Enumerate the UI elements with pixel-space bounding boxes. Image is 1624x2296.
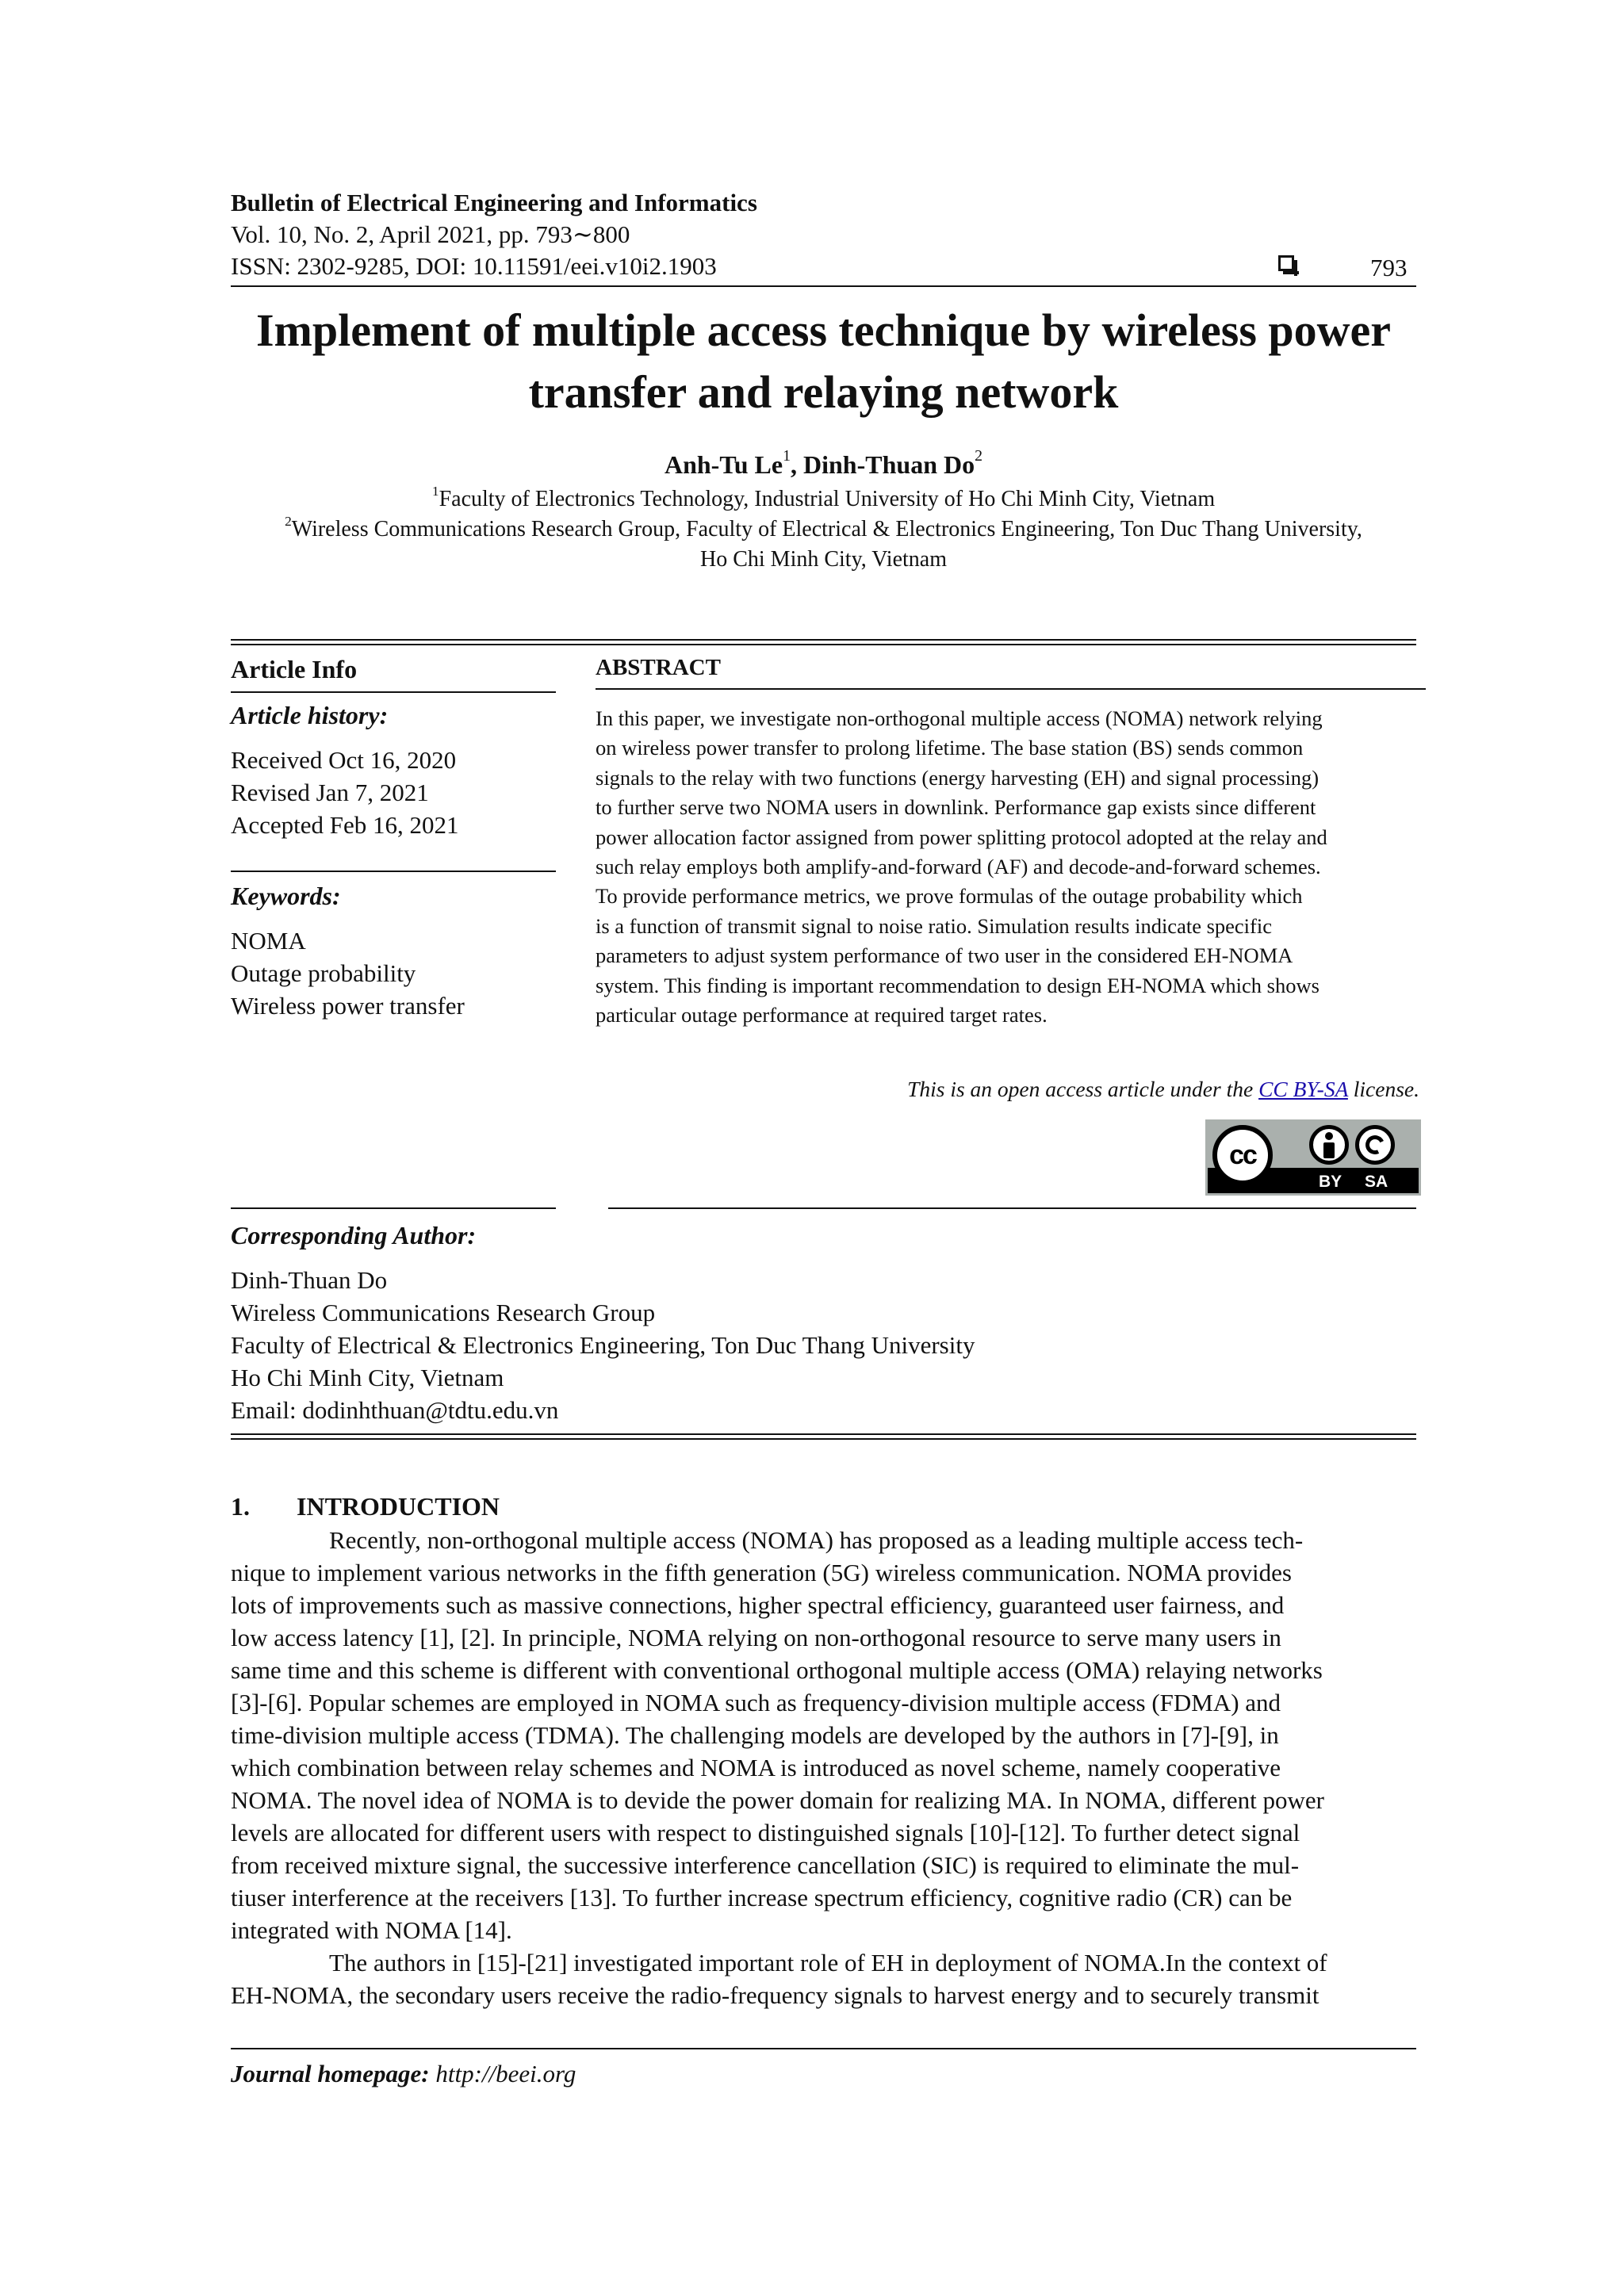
paragraph-line: from received mixture signal, the successive interference cancellation (SIC) is required to eliminate the mul- [231, 1851, 1300, 1879]
affiliation-2 [231, 514, 1416, 542]
corresponding-author-heading: Corresponding Author: [231, 1221, 477, 1249]
affiliation-1-text: Faculty of Electronics Technology, Industrial University of Ho Chi Minh City, Vietnam [439, 487, 1216, 511]
journal-homepage [231, 2060, 576, 2088]
license-prefix: This is an open access article under the [907, 1077, 1259, 1101]
corresponding-rule-left [231, 1207, 556, 1209]
author-2: Dinh-Thuan Do [803, 450, 975, 479]
intro-paragraph-1 [231, 1524, 1416, 1946]
paragraph-line: [3]-[6]. Popular schemes are employed in NOMA such as frequency-division multiple access (FDMA) and [231, 1689, 1281, 1716]
cc-icon [1212, 1125, 1273, 1185]
paper-title-line-1: Implement of multiple access technique by wireless power [255, 304, 1392, 356]
paragraph-line: EH-NOMA, the secondary users receive the radio-frequency signals to harvest energy and to securely transmit [231, 1981, 1320, 2009]
affiliation-2-line-2: Ho Chi Minh City, Vietnam [700, 547, 947, 572]
paragraph-line: lots of improvements such as massive connections, higher spectral efficiency, guaranteed user fairness, and [231, 1591, 1285, 1619]
article-info-heading: Article Info [231, 655, 358, 683]
paragraph-line: integrated with NOMA [14]. [231, 1916, 512, 1944]
keywords-rule [231, 871, 556, 872]
journal-name: Bulletin of Electrical Engineering and Informatics [231, 189, 757, 216]
journal-issn-doi: ISSN: 2302-9285, DOI: 10.11591/eei.v10i2.1903 [231, 252, 717, 280]
abstract-line: In this paper, we investigate non-orthogonal multiple access (NOMA) network relying [596, 706, 1323, 730]
corresponding-author-name: Dinh-Thuan Do [231, 1266, 388, 1294]
abstract-line: To provide performance metrics, we prove formulas of the outage probability which [596, 884, 1303, 909]
abstract-line: particular outage performance at required target rates. [596, 1003, 1048, 1027]
info-block-top-rule [231, 639, 1416, 645]
accepted-date: Accepted Feb 16, 2021 [231, 811, 459, 839]
abstract-line: is a function of transmit signal to noise ratio. Simulation results indicate specific [596, 913, 1272, 938]
abstract-line: signals to the relay with two functions (energy harvesting (EH) and signal processing) [596, 765, 1320, 790]
corresponding-author-city: Ho Chi Minh City, Vietnam [231, 1364, 504, 1391]
paragraph-line: levels are allocated for different users with respect to distinguished signals [10]-[12]. To further detect signal [231, 1819, 1300, 1846]
revised-date: Revised Jan 7, 2021 [231, 779, 429, 806]
abstract-line: such relay employs both amplify-and-forward (AF) and decode-and-forward schemes. [596, 855, 1321, 879]
section-title: INTRODUCTION [297, 1492, 500, 1521]
info-block-bottom-rule [231, 1433, 1416, 1440]
affiliation-2-mark: 2 [285, 514, 292, 529]
cc-by-sa-badge[interactable] [1205, 1119, 1421, 1196]
paragraph-line: which combination between relay schemes and NOMA is introduced as novel scheme, namely cooperative [231, 1754, 1281, 1781]
corresponding-author-details [231, 1264, 975, 1426]
license-notice [907, 1077, 1419, 1102]
corresponding-author-email: Email: dodinhthuan@tdtu.edu.vn [231, 1396, 559, 1424]
paragraph-line: tiuser interference at the receivers [13]. To further increase spectrum efficiency, cognitive radio (CR) can be [231, 1884, 1293, 1911]
paragraph-line: time-division multiple access (TDMA). The challenging models are developed by the authors in [7]-[9], in [231, 1721, 1279, 1749]
abstract-rule [596, 688, 1426, 690]
affiliation-1-mark: 1 [431, 484, 439, 499]
author-1-affiliation-mark: 1 [783, 447, 791, 465]
paragraph-line: Recently, non-orthogonal multiple access (NOMA) has proposed as a leading multiple access tech- [329, 1526, 1304, 1554]
journal-homepage-url[interactable]: http://beei.org [435, 2060, 576, 2087]
corresponding-rule-right [608, 1207, 1416, 1209]
author-list [231, 447, 1416, 480]
paragraph-line: nique to implement various networks in the fifth generation (5G) wireless communication. NOMA provides [231, 1559, 1292, 1586]
paragraph-line: same time and this scheme is different with conventional orthogonal multiple access (OMA) relaying networks [231, 1656, 1323, 1684]
keyword-item: Wireless power transfer [231, 992, 465, 1020]
abstract-line: on wireless power transfer to prolong lifetime. The base station (BS) sends common [596, 736, 1304, 760]
license-suffix: license. [1347, 1077, 1419, 1101]
author-separator: , [791, 450, 803, 479]
share-alike-icon [1355, 1125, 1395, 1165]
abstract-line: parameters to adjust system performance of two user in the considered EH-NOMA [596, 943, 1293, 968]
received-date: Received Oct 16, 2020 [231, 746, 457, 774]
paragraph-line: low access latency [1], [2]. In principle, NOMA relying on non-orthogonal resource to serve many users in [231, 1624, 1281, 1651]
abstract-line: power allocation factor assigned from power splitting protocol adopted at the relay and [596, 825, 1327, 849]
author-1: Anh-Tu Le [664, 450, 783, 479]
paragraph-line: NOMA. The novel idea of NOMA is to devide the power domain for realizing MA. In NOMA, different power [231, 1786, 1324, 1814]
page-number: 793 [1370, 254, 1408, 281]
abstract-heading: ABSTRACT [596, 655, 721, 680]
journal-volume: Vol. 10, No. 2, April 2021, pp. 793∼800 [231, 220, 630, 248]
author-2-affiliation-mark: 2 [975, 447, 983, 465]
article-history-heading: Article history: [231, 701, 389, 729]
abstract-line: system. This finding is important recommendation to design EH-NOMA which shows [596, 973, 1320, 997]
badge-sa-label: SA [1365, 1173, 1388, 1191]
corresponding-author-group: Wireless Communications Research Group [231, 1299, 656, 1326]
section-heading [231, 1492, 500, 1521]
page-square-icon [1278, 255, 1294, 271]
keywords-heading: Keywords: [231, 882, 341, 910]
cc-by-sa-link[interactable]: CC BY-SA [1258, 1077, 1348, 1101]
keyword-item: NOMA [231, 927, 306, 955]
paper-title-line-2: transfer and relaying network [528, 366, 1119, 418]
corresponding-author-faculty: Faculty of Electrical & Electronics Engineering, Ton Duc Thang University [231, 1331, 975, 1359]
section-number: 1. [231, 1492, 250, 1521]
paragraph-line: The authors in [15]-[21] investigated important role of EH in deployment of NOMA.In the context of [329, 1949, 1327, 1976]
abstract-text [596, 704, 1426, 1030]
keyword-item: Outage probability [231, 959, 416, 987]
badge-by-label: BY [1319, 1173, 1342, 1191]
footer-rule [231, 2048, 1416, 2049]
article-info-rule [231, 691, 556, 693]
cc-icon-text: cc [1229, 1139, 1256, 1170]
intro-paragraph-2 [231, 1946, 1416, 2011]
affiliation-1 [231, 484, 1416, 512]
header-rule [231, 285, 1416, 287]
by-attribution-icon [1309, 1125, 1349, 1165]
abstract-line: to further serve two NOMA users in downlink. Performance gap exists since different [596, 795, 1316, 820]
affiliation-2-text: Wireless Communications Research Group, Faculty of Electrical & Electronics Engineering, Ton Duc Thang University, [291, 517, 1362, 541]
paper-title [231, 300, 1416, 423]
journal-homepage-label: Journal homepage: [231, 2060, 430, 2087]
